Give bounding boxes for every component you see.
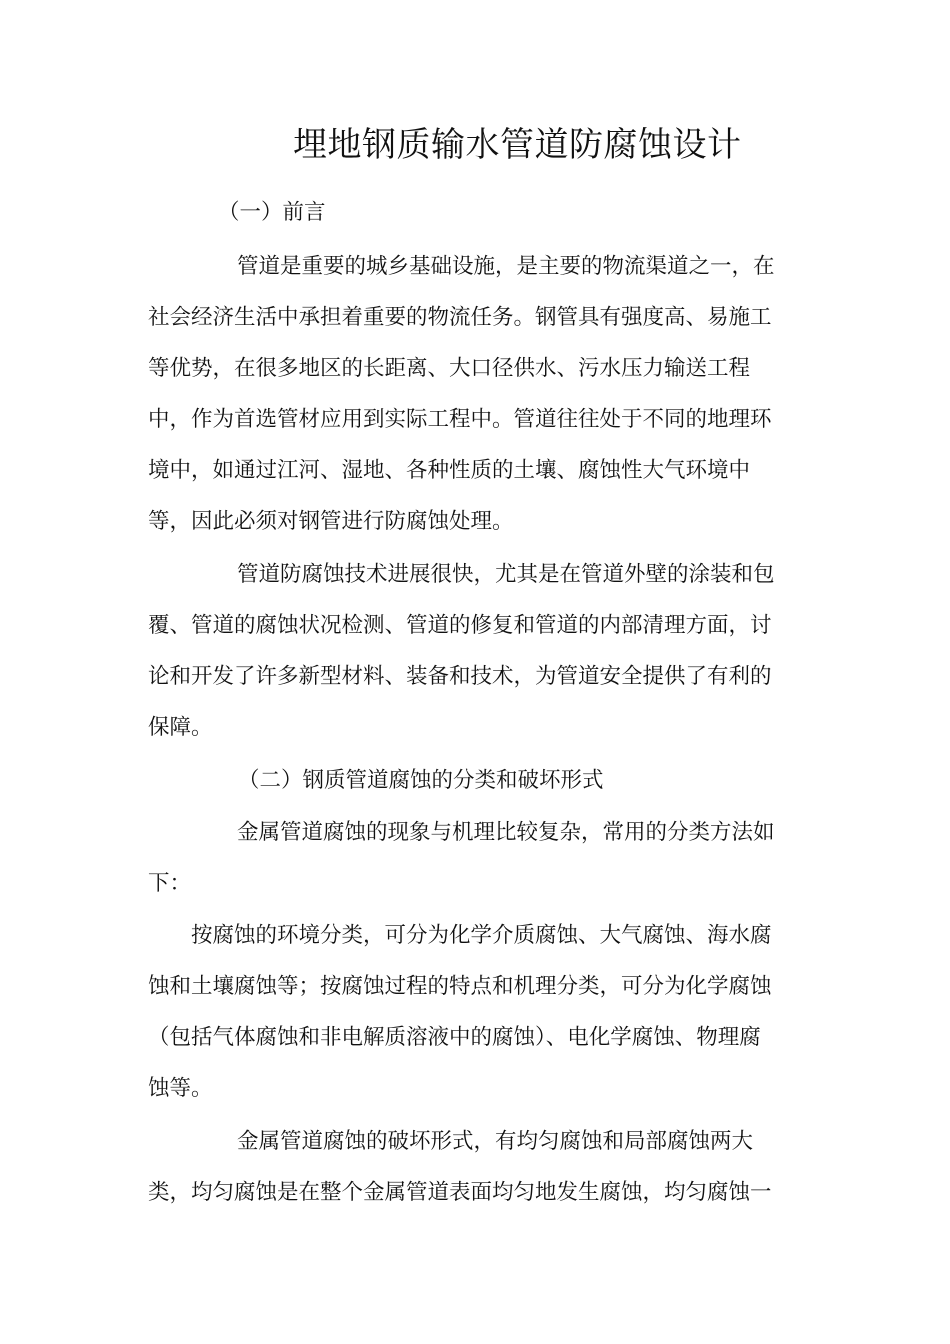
paragraph-line: 覆、管道的腐蚀状况检测、管道的修复和管道的内部清理方面，讨 xyxy=(148,613,772,638)
paragraph-line: 境中，如通过江河、湿地、各种性质的土壤、腐蚀性大气环境中 xyxy=(148,458,751,483)
paragraph-line: 类，均匀腐蚀是在整个金属管道表面均匀地发生腐蚀，均匀腐蚀一 xyxy=(148,1180,772,1205)
paragraph-line: 中，作为首选管材应用到实际工程中。管道往往处于不同的地理环 xyxy=(148,407,772,432)
paragraph-line: 金属管道腐蚀的破坏形式，有均匀腐蚀和局部腐蚀两大 xyxy=(237,1129,754,1154)
section-heading: （二）钢质管道腐蚀的分类和破坏形式 xyxy=(238,768,604,793)
paragraph-line: 管道是重要的城乡基础设施，是主要的物流渠道之一，在 xyxy=(237,254,775,279)
paragraph-line: 等优势，在很多地区的长距离、大口径供水、污水压力输送工程 xyxy=(148,356,751,381)
paragraph-line: 社会经济生活中承担着重要的物流任务。钢管具有强度高、易施工 xyxy=(148,305,772,330)
paragraph-line: 管道防腐蚀技术进展很快，尤其是在管道外壁的涂装和包 xyxy=(237,562,775,587)
document-title: 埋地钢质输水管道防腐蚀设计 xyxy=(293,125,742,165)
paragraph-line: （包括气体腐蚀和非电解质溶液中的腐蚀）、电化学腐蚀、物理腐 xyxy=(148,1025,761,1050)
paragraph-line: 蚀和土壤腐蚀等；按腐蚀过程的特点和机理分类，可分为化学腐蚀 xyxy=(148,974,772,999)
paragraph-line: 金属管道腐蚀的现象与机理比较复杂，常用的分类方法如 xyxy=(237,820,775,845)
paragraph-line: 论和开发了许多新型材料、装备和技术，为管道安全提供了有利的 xyxy=(148,664,772,689)
paragraph-line: 等，因此必须对钢管进行防腐蚀处理。 xyxy=(148,509,514,534)
paragraph-line: 按腐蚀的环境分类，可分为化学介质腐蚀、大气腐蚀、海水腐 xyxy=(191,923,772,948)
paragraph-line: 保障。 xyxy=(148,715,213,740)
section-heading: （一）前言 xyxy=(218,200,326,225)
paragraph-line: 蚀等。 xyxy=(148,1076,213,1101)
paragraph-line: 下： xyxy=(148,871,192,896)
